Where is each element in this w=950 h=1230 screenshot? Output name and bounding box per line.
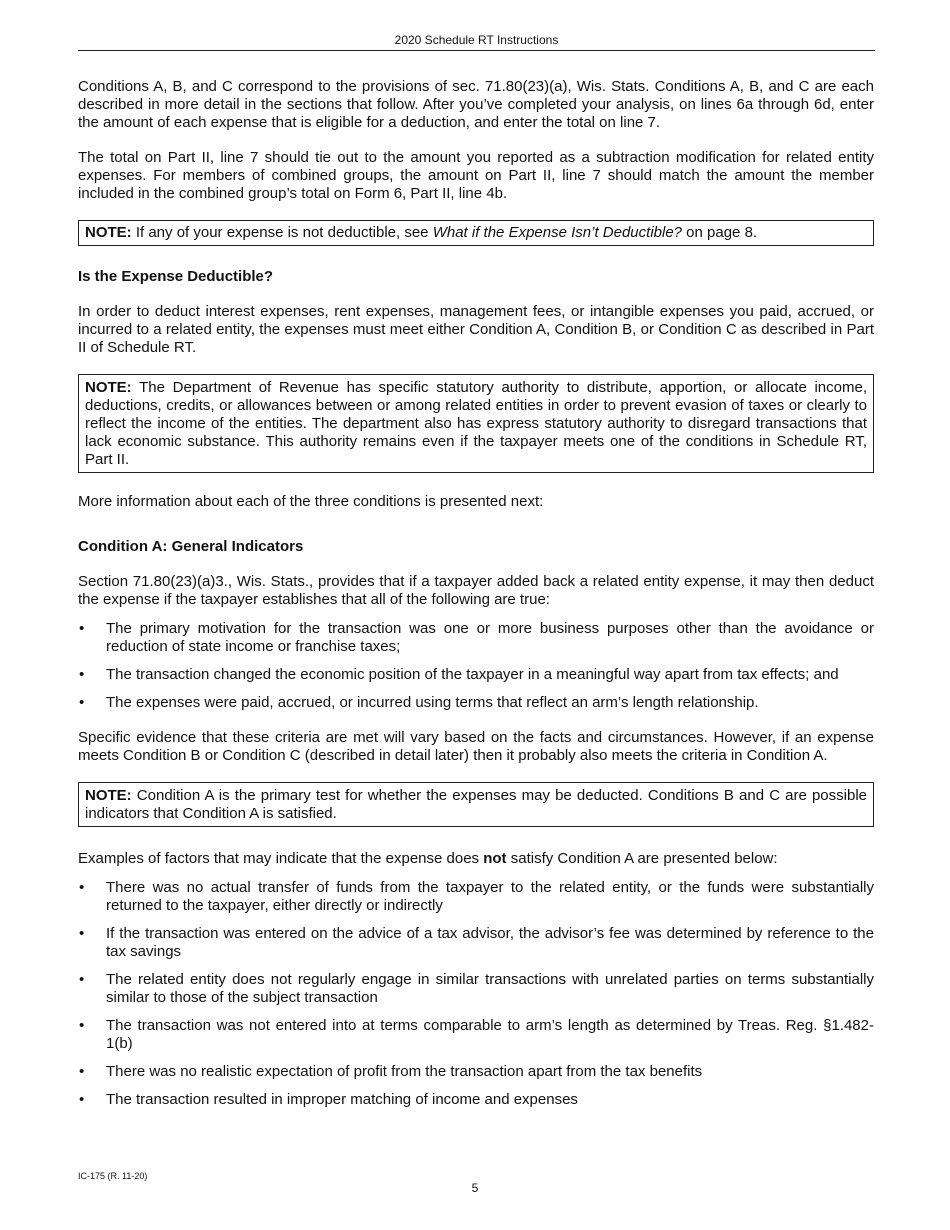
heading-condition-a: Condition A: General Indicators: [78, 538, 304, 555]
paragraph-conditions-intro: Conditions A, B, and C correspond to the provisions of sec. 71.80(23)(a), Wis. Stats. Conditions A, B, and C are each described in more detail in the sections that follow. After you’ve completed your analysis, on lines 6a through 6d, enter the amount of each expense that is eligible for a deduction, and enter the total on line 7.: [78, 78, 874, 131]
list-item: • There was no actual transfer of funds from the taxpayer to the related entity, or the funds were substantially returned to the taxpayer, either directly or indirectly: [78, 879, 874, 915]
list-item: • The primary motivation for the transaction was one or more business purposes other than the avoidance or reduction of state income or franchise taxes;: [78, 620, 874, 656]
page-number: 5: [471, 1181, 479, 1195]
emphasis-not: not: [483, 850, 507, 867]
paragraph-line7-total: The total on Part II, line 7 should tie out to the amount you reported as a subtraction modification for related entity expenses. For members of combined groups, the amount on Part II, line 7 should match the amount the member included in the combined group’s total on Form 6, Part II, line 4b.: [78, 149, 874, 202]
list-item: • If the transaction was entered on the advice of a tax advisor, the advisor’s fee was determined by reference to the tax savings: [78, 925, 874, 961]
note-box-department-authority: NOTE: The Department of Revenue has specific statutory authority to distribute, apportion, or allocate income, deductions, credits, or allowances between or among related entities in order to prevent evasion of taxes or clearly to reflect the income of the entities. The department also has express statutory authority to disregard transactions that lack economic substance. This authority remains even if the taxpayer meets one of the conditions in Schedule RT, Part II.: [78, 374, 874, 473]
paragraph-more-information: More information about each of the three conditions is presented next:: [78, 493, 544, 510]
paragraph-examples-intro: Examples of factors that may indicate that the expense does not satisfy Condition A are presented below:: [78, 850, 778, 867]
note-label: NOTE:: [85, 379, 132, 396]
note-reference-title: What if the Expense Isn’t Deductible?: [432, 224, 683, 241]
page-header: 2020 Schedule RT Instructions: [78, 33, 875, 51]
list-item: • The transaction resulted in improper matching of income and expenses: [78, 1091, 874, 1109]
note-box-condition-a-primary: NOTE: Condition A is the primary test for whether the expenses may be deducted. Conditions B and C are possible indicators that Condition A is satisfied.: [78, 782, 874, 827]
condition-a-not-satisfied-list: [78, 879, 874, 1109]
list-item: • The transaction changed the economic position of the taxpayer in a meaningful way apart from tax effects; and: [78, 666, 874, 684]
paragraph-specific-evidence: Specific evidence that these criteria are met will vary based on the facts and circumstances. However, if an expense meets Condition B or Condition C (described in detail later) then it probably also meets the criteria in Condition A.: [78, 729, 874, 764]
heading-is-expense-deductible: Is the Expense Deductible?: [78, 268, 274, 285]
note-label: NOTE:: [85, 224, 132, 241]
note-label: NOTE:: [85, 787, 132, 804]
note-box-not-deductible: NOTE: If any of your expense is not deductible, see What if the Expense Isn’t Deductible? on page 8.: [78, 220, 874, 246]
list-item: • The transaction was not entered into at terms comparable to arm’s length as determined by Treas. Reg. §1.482-1(b): [78, 1017, 874, 1053]
list-item: • There was no realistic expectation of profit from the transaction apart from the tax benefits: [78, 1063, 874, 1081]
condition-a-criteria-list: [78, 620, 874, 712]
document-body: [78, 78, 874, 1126]
list-item: • The expenses were paid, accrued, or incurred using terms that reflect an arm’s length relationship.: [78, 694, 874, 712]
form-identifier: IC-175 (R. 11-20): [78, 1171, 148, 1181]
paragraph-section-71-80: Section 71.80(23)(a)3., Wis. Stats., provides that if a taxpayer added back a related entity expense, it may then deduct the expense if the taxpayer establishes that all of the following are true:: [78, 573, 874, 608]
paragraph-deduct-requirements: In order to deduct interest expenses, rent expenses, management fees, or intangible expenses you paid, accrued, or incurred to a related entity, the expenses must meet either Condition A, Condition B, or Condition C as described in Part II of Schedule RT.: [78, 303, 874, 356]
list-item: • The related entity does not regularly engage in similar transactions with unrelated parties on terms substantially similar to those of the subject transaction: [78, 971, 874, 1007]
